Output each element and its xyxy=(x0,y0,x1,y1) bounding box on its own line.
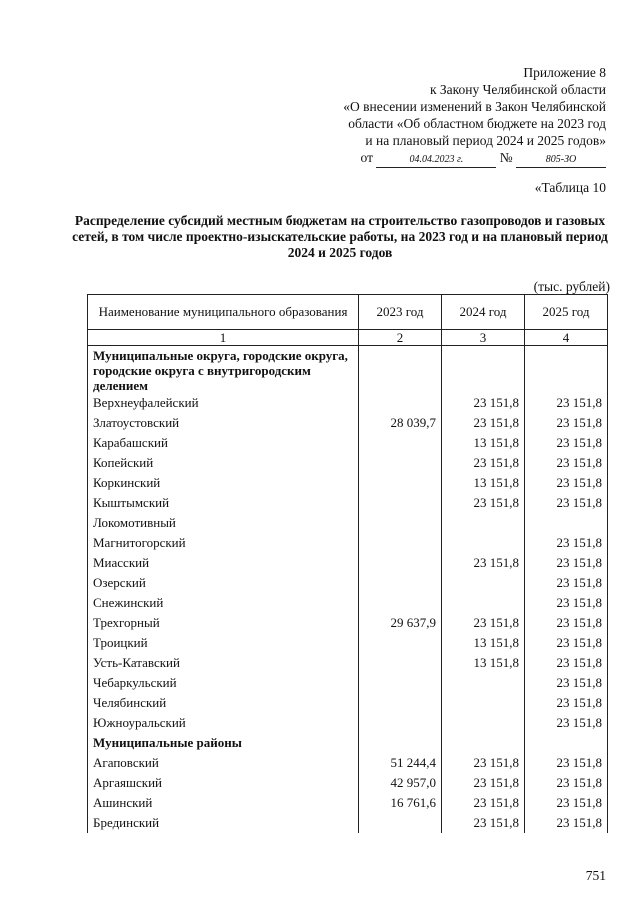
value-2024-cell: 13 151,8 xyxy=(442,473,525,493)
municipality-cell: Снежинский xyxy=(88,593,359,613)
value-2025-cell: 23 151,8 xyxy=(525,693,608,713)
table-row xyxy=(88,553,608,573)
value-2023-cell xyxy=(359,346,442,394)
value-2024-cell xyxy=(442,346,525,394)
value-2025-cell: 23 151,8 xyxy=(525,573,608,593)
value-2024-cell: 23 151,8 xyxy=(442,413,525,433)
value-2025-cell: 23 151,8 xyxy=(525,773,608,793)
header-municipality: Наименование муниципального образования xyxy=(88,295,359,330)
table-row xyxy=(88,573,608,593)
municipality-cell: Миасский xyxy=(88,553,359,573)
table-row xyxy=(88,453,608,473)
appendix-block xyxy=(343,64,606,168)
value-2023-cell xyxy=(359,593,442,613)
municipality-cell: Аргаяшский xyxy=(88,773,359,793)
appendix-line: области «Об областном бюджете на 2023 год xyxy=(348,116,606,131)
value-2023-cell xyxy=(359,673,442,693)
number-label: № xyxy=(499,150,513,165)
value-2024-cell xyxy=(442,673,525,693)
value-2024-cell: 13 151,8 xyxy=(442,433,525,453)
value-2025-cell: 23 151,8 xyxy=(525,633,608,653)
column-number-row xyxy=(88,330,608,346)
table-row xyxy=(88,693,608,713)
column-number: 4 xyxy=(525,330,608,346)
value-2023-cell xyxy=(359,733,442,753)
municipality-cell: Чебаркульский xyxy=(88,673,359,693)
municipality-cell: Верхнеуфалейский xyxy=(88,393,359,413)
value-2023-cell xyxy=(359,693,442,713)
municipality-cell: Муниципальные районы xyxy=(88,733,359,753)
appendix-line: к Закону Челябинской области xyxy=(429,82,606,97)
table-row xyxy=(88,753,608,773)
value-2023-cell: 51 244,4 xyxy=(359,753,442,773)
value-2024-cell: 23 151,8 xyxy=(442,493,525,513)
value-2024-cell: 23 151,8 xyxy=(442,393,525,413)
table-row xyxy=(88,513,608,533)
table-row xyxy=(88,773,608,793)
value-2025-cell xyxy=(525,346,608,394)
value-2025-cell: 23 151,8 xyxy=(525,593,608,613)
value-2024-cell xyxy=(442,733,525,753)
table-row xyxy=(88,393,608,413)
municipality-cell: Южноуральский xyxy=(88,713,359,733)
header-row xyxy=(88,295,608,330)
value-2025-cell: 23 151,8 xyxy=(525,393,608,413)
value-2025-cell: 23 151,8 xyxy=(525,413,608,433)
municipality-cell: Ашинский xyxy=(88,793,359,813)
value-2025-cell: 23 151,8 xyxy=(525,533,608,553)
law-number: 805-ЗО xyxy=(516,153,606,168)
value-2025-cell: 23 151,8 xyxy=(525,653,608,673)
value-2024-cell: 23 151,8 xyxy=(442,773,525,793)
municipality-cell: Челябинский xyxy=(88,693,359,713)
municipality-cell: Златоустовский xyxy=(88,413,359,433)
column-number: 3 xyxy=(442,330,525,346)
value-2023-cell xyxy=(359,453,442,473)
table-body xyxy=(88,346,608,834)
value-2023-cell: 28 039,7 xyxy=(359,413,442,433)
table-row xyxy=(88,653,608,673)
municipality-cell: Копейский xyxy=(88,453,359,473)
value-2023-cell xyxy=(359,713,442,733)
column-number: 2 xyxy=(359,330,442,346)
table-row xyxy=(88,633,608,653)
value-2023-cell xyxy=(359,493,442,513)
value-2024-cell: 23 151,8 xyxy=(442,613,525,633)
header-2024: 2024 год xyxy=(442,295,525,330)
section-row xyxy=(88,346,608,394)
value-2023-cell xyxy=(359,533,442,553)
value-2023-cell: 42 957,0 xyxy=(359,773,442,793)
value-2025-cell xyxy=(525,733,608,753)
table-row xyxy=(88,433,608,453)
table-row xyxy=(88,413,608,433)
table-row xyxy=(88,673,608,693)
value-2024-cell xyxy=(442,513,525,533)
table-row xyxy=(88,613,608,633)
value-2023-cell xyxy=(359,513,442,533)
value-2024-cell xyxy=(442,533,525,553)
value-2025-cell: 23 151,8 xyxy=(525,493,608,513)
value-2025-cell: 23 151,8 xyxy=(525,613,608,633)
table-reference: «Таблица 10 xyxy=(534,180,606,195)
municipality-cell: Брединский xyxy=(88,813,359,833)
section-row xyxy=(88,733,608,753)
header-2025: 2025 год xyxy=(525,295,608,330)
municipality-cell: Озерский xyxy=(88,573,359,593)
municipality-cell: Агаповский xyxy=(88,753,359,773)
value-2025-cell: 23 151,8 xyxy=(525,713,608,733)
value-2025-cell: 23 151,8 xyxy=(525,453,608,473)
municipality-cell: Кыштымский xyxy=(88,493,359,513)
law-signature-row xyxy=(343,149,606,168)
value-2023-cell: 16 761,6 xyxy=(359,793,442,813)
value-2024-cell: 13 151,8 xyxy=(442,633,525,653)
value-2023-cell xyxy=(359,553,442,573)
value-2025-cell: 23 151,8 xyxy=(525,753,608,773)
value-2024-cell: 23 151,8 xyxy=(442,813,525,833)
value-2023-cell xyxy=(359,473,442,493)
value-2023-cell xyxy=(359,633,442,653)
table-row xyxy=(88,813,608,833)
value-2025-cell: 23 151,8 xyxy=(525,673,608,693)
value-2024-cell xyxy=(442,593,525,613)
appendix-line: и на плановый период 2024 и 2025 годов» xyxy=(365,133,606,148)
municipality-cell: Коркинский xyxy=(88,473,359,493)
value-2023-cell xyxy=(359,393,442,413)
value-2025-cell: 23 151,8 xyxy=(525,813,608,833)
municipality-cell: Магнитогорский xyxy=(88,533,359,553)
value-2024-cell: 23 151,8 xyxy=(442,553,525,573)
law-date: 04.04.2023 г. xyxy=(376,153,496,168)
value-2024-cell: 13 151,8 xyxy=(442,653,525,673)
municipality-cell: Усть-Катавский xyxy=(88,653,359,673)
column-number: 1 xyxy=(88,330,359,346)
header-2023: 2023 год xyxy=(359,295,442,330)
page-number: 751 xyxy=(585,868,606,883)
value-2024-cell xyxy=(442,693,525,713)
value-2024-cell: 23 151,8 xyxy=(442,753,525,773)
value-2024-cell xyxy=(442,573,525,593)
value-2025-cell: 23 151,8 xyxy=(525,473,608,493)
municipality-cell: Локомотивный xyxy=(88,513,359,533)
table-row xyxy=(88,793,608,813)
table-row xyxy=(88,533,608,553)
table-row xyxy=(88,493,608,513)
value-2025-cell xyxy=(525,513,608,533)
value-2025-cell: 23 151,8 xyxy=(525,793,608,813)
value-2025-cell: 23 151,8 xyxy=(525,553,608,573)
subsidy-table xyxy=(87,294,608,833)
appendix-line: Приложение 8 xyxy=(523,65,606,80)
value-2024-cell: 23 151,8 xyxy=(442,453,525,473)
table-row xyxy=(88,713,608,733)
value-2023-cell xyxy=(359,813,442,833)
table-row xyxy=(88,593,608,613)
value-2023-cell xyxy=(359,653,442,673)
unit-label: (тыс. рублей) xyxy=(533,279,610,294)
value-2023-cell: 29 637,9 xyxy=(359,613,442,633)
value-2024-cell: 23 151,8 xyxy=(442,793,525,813)
municipality-cell: Трехгорный xyxy=(88,613,359,633)
municipality-cell: Карабашский xyxy=(88,433,359,453)
appendix-line: «О внесении изменений в Закон Челябинской xyxy=(343,99,606,114)
municipality-cell: Троицкий xyxy=(88,633,359,653)
document-title: Распределение субсидий местным бюджетам на строительство газопроводов и газовых сетей, в том числе проектно-изыскательские работы, на 2023 год и на плановый период 2024 и 2025 годов xyxy=(72,213,608,260)
table-row xyxy=(88,473,608,493)
municipality-cell: Муниципальные округа, городские округа, городские округа с внутригородским делением xyxy=(88,346,359,394)
from-label: от xyxy=(360,150,373,165)
value-2025-cell: 23 151,8 xyxy=(525,433,608,453)
value-2024-cell xyxy=(442,713,525,733)
value-2023-cell xyxy=(359,573,442,593)
value-2023-cell xyxy=(359,433,442,453)
